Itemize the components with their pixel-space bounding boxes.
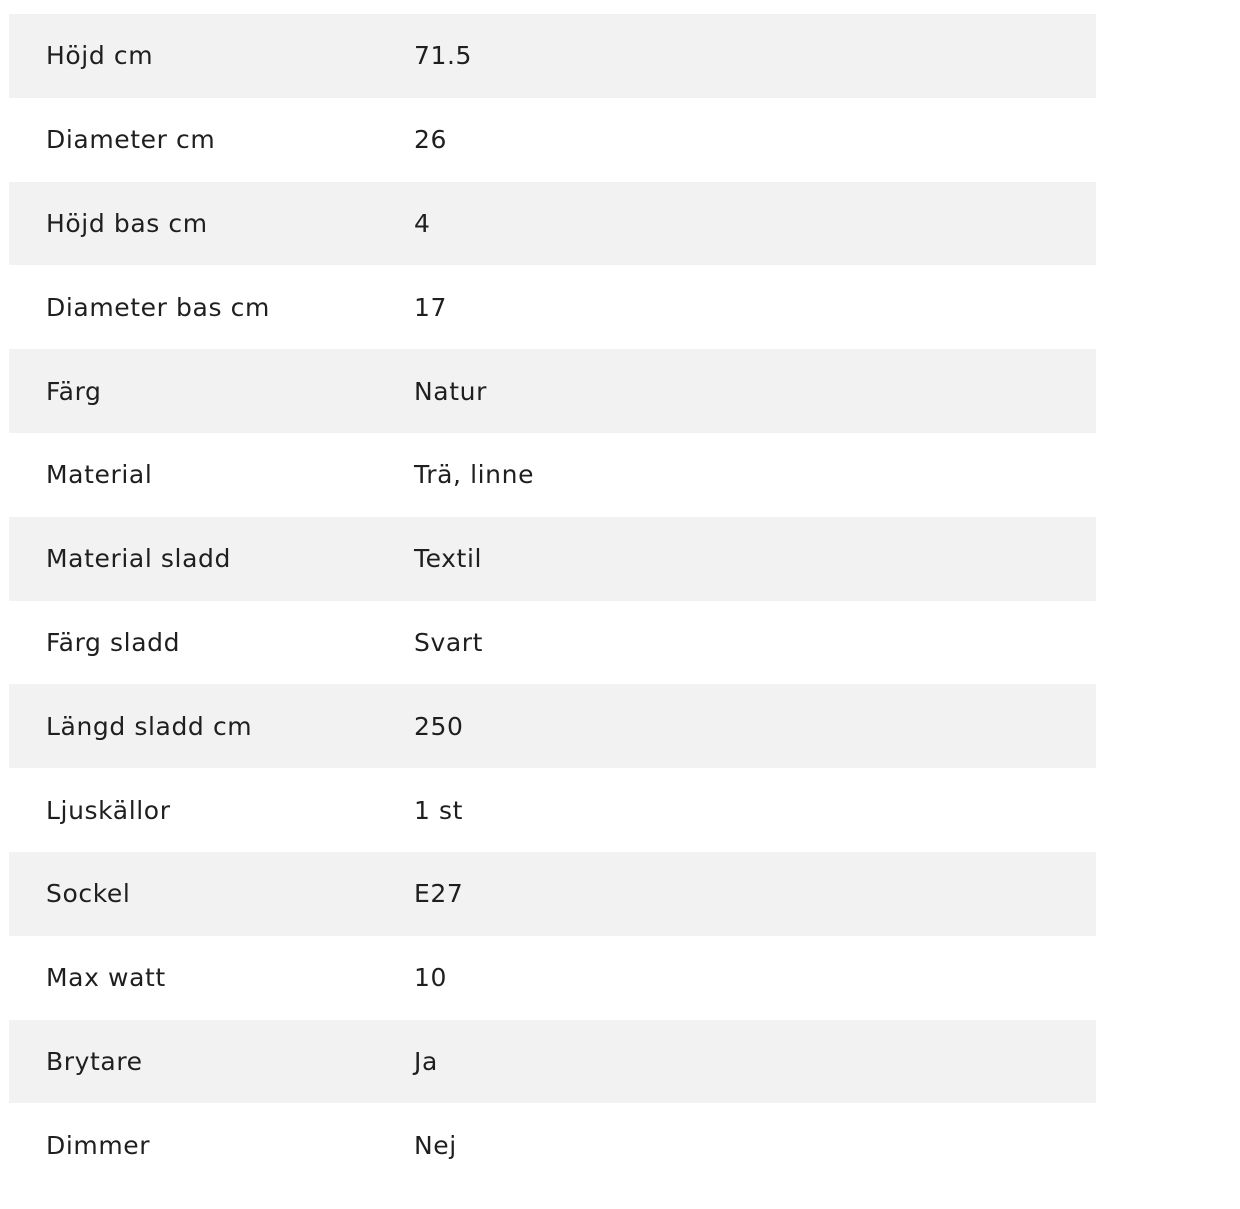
spec-label: Färg [46, 376, 102, 406]
spec-value: Svart [414, 627, 484, 657]
spec-label: Ljuskällor [46, 795, 171, 825]
spec-row-base-diameter [9, 265, 1096, 349]
spec-label: Material sladd [46, 544, 231, 574]
spec-value: E27 [414, 879, 464, 909]
spec-value: Ja [414, 1046, 438, 1076]
spec-value: 10 [414, 963, 448, 993]
spec-value: 26 [414, 125, 448, 155]
spec-value: 71.5 [414, 41, 473, 71]
spec-label: Sockel [46, 879, 131, 909]
spec-label: Längd sladd cm [46, 711, 253, 741]
spec-value: Natur [414, 376, 487, 406]
spec-row-cord-length [9, 684, 1096, 768]
spec-row-color [9, 349, 1096, 433]
spec-row-switch [9, 1020, 1096, 1104]
spec-label: Dimmer [46, 1130, 151, 1160]
spec-value: 17 [414, 292, 448, 322]
spec-row-diameter [9, 98, 1096, 182]
spec-label: Max watt [46, 963, 166, 993]
spec-row-max-watt [9, 936, 1096, 1020]
spec-row-dimmer [9, 1103, 1096, 1187]
spec-row-light-sources [9, 768, 1096, 852]
spec-row-cord-material [9, 517, 1096, 601]
product-specifications-table [9, 14, 1096, 1187]
spec-label: Brytare [46, 1046, 143, 1076]
spec-value: Nej [414, 1130, 457, 1160]
spec-row-base-height [9, 182, 1096, 266]
spec-row-socket [9, 852, 1096, 936]
spec-row-height [9, 14, 1096, 98]
spec-label: Färg sladd [46, 627, 181, 657]
spec-label: Höjd bas cm [46, 208, 208, 238]
spec-value: Trä, linne [414, 460, 535, 490]
spec-row-material [9, 433, 1096, 517]
spec-label: Diameter cm [46, 125, 216, 155]
spec-value: 250 [414, 711, 464, 741]
spec-value: 4 [414, 208, 431, 238]
spec-label: Material [46, 460, 153, 490]
spec-value: 1 st [414, 795, 464, 825]
spec-value: Textil [414, 544, 483, 574]
spec-label: Diameter bas cm [46, 292, 270, 322]
spec-row-cord-color [9, 601, 1096, 685]
spec-label: Höjd cm [46, 41, 154, 71]
